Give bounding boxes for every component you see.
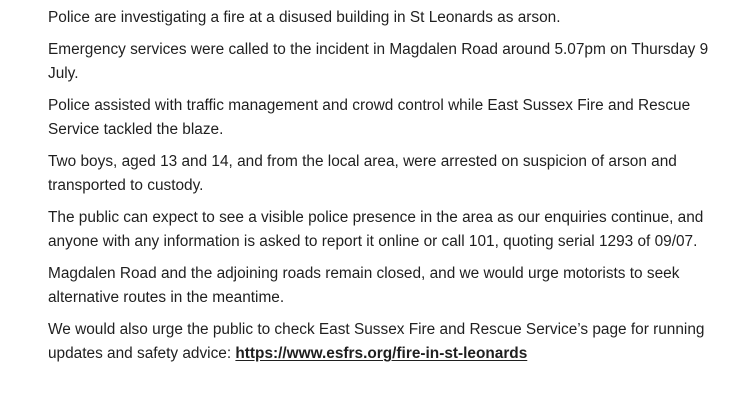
paragraph-arson-investigation: Police are investigating a fire at a disused building in St Leonards as arson. [48, 9, 561, 26]
paragraph-emergency-call: Emergency services were called to the incident in Magdalen Road around 5.07pm on Thursday 9 July. [48, 41, 709, 82]
paragraph-police-presence: The public can expect to see a visible police presence in the area as our enquiries continue, and anyone with any information is asked to report it online or call 101, quoting serial 1293 of 09/07. [48, 209, 704, 250]
safety-advice-text: We would also urge the public to check East Sussex Fire and Rescue Service’s page for running updates and safety advice: [48, 321, 705, 362]
paragraph-traffic-management: Police assisted with traffic management and crowd control while East Sussex Fire and Rescue Service tackled the blaze. [48, 97, 691, 138]
article-body [48, 6, 718, 374]
paragraph-arrests: Two boys, aged 13 and 14, and from the local area, were arrested on suspicion of arson and transported to custody. [48, 153, 677, 194]
paragraph-safety-advice [48, 318, 718, 366]
paragraph-road-closures: Magdalen Road and the adjoining roads remain closed, and we would urge motorists to seek alternative routes in the meantime. [48, 265, 680, 306]
esfrs-link[interactable]: https://www.esfrs.org/fire-in-st-leonards [235, 345, 528, 362]
